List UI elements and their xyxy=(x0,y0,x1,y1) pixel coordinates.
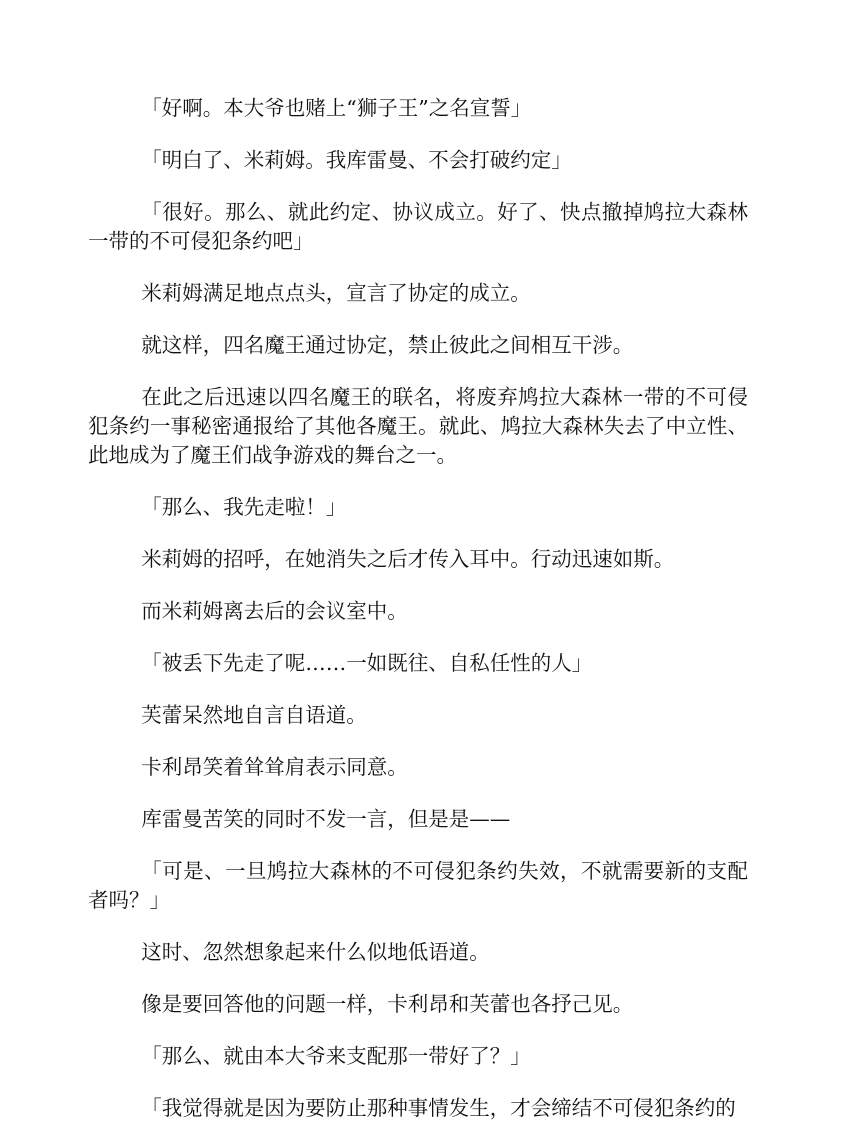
paragraph-11: 芙蕾呆然地自言自语道。 xyxy=(141,703,367,727)
paragraph-13: 库雷曼苦笑的同时不发一言，但是是—— xyxy=(141,807,511,831)
paragraph-16: 像是要回答他的问题一样，卡利昂和芙蕾也各抒己见。 xyxy=(141,992,634,1016)
paragraph-12: 卡利昂笑着耸耸肩表示同意。 xyxy=(141,755,408,779)
story-text xyxy=(88,94,748,1146)
paragraph-5: 就这样，四名魔王通过协定，禁止彼此之间相互干涉。 xyxy=(141,333,634,357)
paragraph-3: 「很好。那么、就此约定、协议成立。好了、快点撤掉鸠拉大森林一带的不可侵犯条约吧」 xyxy=(88,200,748,253)
paragraph-2: 「明白了、米莉姆。我库雷曼、不会打破约定」 xyxy=(141,148,572,172)
paragraph-17: 「那么、就由本大爷来支配那一带好了？」 xyxy=(141,1044,531,1068)
paragraph-8: 米莉姆的招呼，在她消失之后才传入耳中。行动迅速如斯。 xyxy=(141,547,675,571)
paragraph-6: 在此之后迅速以四名魔王的联名，将废弃鸠拉大森林一带的不可侵犯条约一事秘密通报给了其他各魔王。就此、鸠拉大森林失去了中立性、此地成为了魔王们战争游戏的舞台之一。 xyxy=(88,385,748,467)
paragraph-18: 「我觉得就是因为要防止那种事情发生，才会缔结不可侵犯条约的 xyxy=(141,1096,736,1120)
paragraph-7: 「那么、我先走啦！」 xyxy=(141,495,347,519)
paragraph-14: 「可是、一旦鸠拉大森林的不可侵犯条约失效，不就需要新的支配者吗？」 xyxy=(88,859,748,912)
paragraph-1: 「好啊。本大爷也赌上“狮子王”之名宣誓」 xyxy=(141,96,532,120)
paragraph-10: 「被丢下先走了呢……一如既往、自私任性的人」 xyxy=(141,651,593,675)
paragraph-9: 而米莉姆离去后的会议室中。 xyxy=(141,599,408,623)
paragraph-4: 米莉姆满足地点点头，宣言了协定的成立。 xyxy=(141,281,531,305)
paragraph-15: 这时、忽然想象起来什么似地低语道。 xyxy=(141,940,490,964)
